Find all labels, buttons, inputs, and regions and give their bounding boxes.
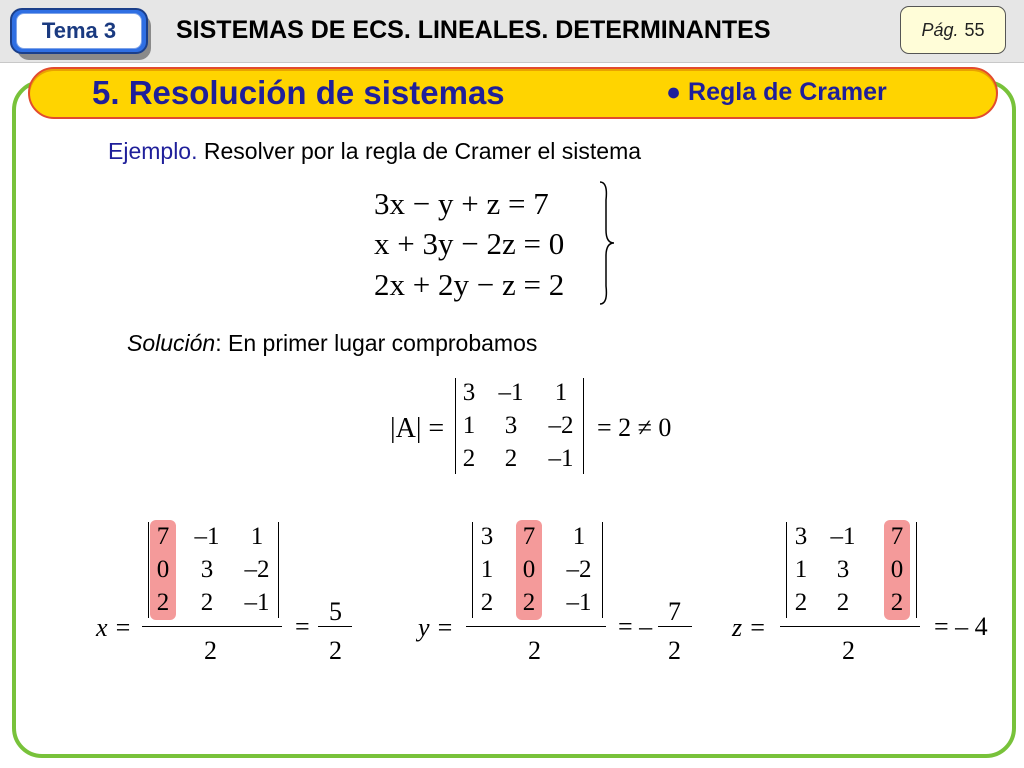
detY-cell: 1 <box>480 556 494 583</box>
detY-cell: –2 <box>566 556 592 583</box>
detX-cell: 2 <box>156 589 170 616</box>
detA-cell: 2 <box>504 445 518 472</box>
z-denominator: 2 <box>842 636 855 665</box>
z-label: z = <box>732 613 767 642</box>
detZ-cell: 3 <box>794 523 808 550</box>
detA-cell: 2 <box>462 445 476 472</box>
page-badge <box>900 6 1006 54</box>
detX-cell: 1 <box>250 523 264 550</box>
detY-cell: 7 <box>522 523 536 550</box>
detZ-cell: –1 <box>830 523 856 550</box>
y-denominator: 2 <box>528 636 541 665</box>
example-label: Ejemplo. <box>108 138 198 164</box>
detA-result: = 2 ≠ 0 <box>597 413 672 442</box>
z-result: = – 4 <box>934 612 988 641</box>
detX-cell: –1 <box>244 589 270 616</box>
dety-right-bar <box>602 522 603 618</box>
detA-cell: –1 <box>548 445 574 472</box>
section-title: 5. Resolución de sistemas <box>92 74 505 111</box>
example-line <box>108 138 641 165</box>
detZ-cell: 2 <box>836 589 850 616</box>
detA-cell: –1 <box>498 379 524 406</box>
detA-cell: 1 <box>462 412 476 439</box>
x-result-denominator: 2 <box>329 636 342 665</box>
y-equals: = – <box>618 612 653 641</box>
detZ-cell: 7 <box>890 523 904 550</box>
detA-cell: 3 <box>504 412 518 439</box>
chapter-title: SISTEMAS DE ECS. LINEALES. DETERMINANTES <box>176 16 771 44</box>
detY-cell: –1 <box>566 589 592 616</box>
detA-cell: 1 <box>554 379 568 406</box>
detZ-cell: 1 <box>794 556 808 583</box>
y-result-denominator: 2 <box>668 636 681 665</box>
x-result-line <box>318 626 352 627</box>
detY-cell: 1 <box>572 523 586 550</box>
detA-cell: –2 <box>548 412 574 439</box>
x-denominator: 2 <box>204 636 217 665</box>
detX-cell: –2 <box>244 556 270 583</box>
y-result-line <box>658 626 692 627</box>
system-brace-icon <box>592 180 622 306</box>
equation-1: 3x − y + z = 7 <box>374 186 549 221</box>
x-label: x = <box>96 613 132 642</box>
detX-cell: 2 <box>200 589 214 616</box>
equation-2: x + 3y − 2z = 0 <box>374 226 565 261</box>
detZ-cell: 2 <box>794 589 808 616</box>
detX-cell: 7 <box>156 523 170 550</box>
x-equals: = <box>295 612 310 641</box>
detA-cell: 3 <box>462 379 476 406</box>
detZ-cell: 2 <box>890 589 904 616</box>
solution-text: : En primer lugar comprobamos <box>215 330 538 356</box>
x-result-numerator: 5 <box>329 597 342 626</box>
solution-label: Solución <box>127 330 216 356</box>
detY-cell: 2 <box>480 589 494 616</box>
detA-right-bar <box>583 378 584 474</box>
z-fraction-line <box>780 626 920 627</box>
detY-cell: 3 <box>480 523 494 550</box>
y-label: y = <box>418 613 454 642</box>
detX-cell: 3 <box>200 556 214 583</box>
detA-label: |A| = <box>390 413 445 444</box>
page-number: 55 <box>964 19 985 40</box>
y-result-numerator: 7 <box>668 597 681 626</box>
page-label: Pág. <box>921 19 959 40</box>
section-subtitle: ● Regla de Cramer <box>666 78 887 106</box>
solution-line <box>127 330 537 357</box>
detX-cell: –1 <box>194 523 220 550</box>
tema-label[interactable]: Tema 3 <box>16 13 142 49</box>
detZ-cell: 3 <box>836 556 850 583</box>
y-fraction-line <box>466 626 606 627</box>
detY-cell: 2 <box>522 589 536 616</box>
detZ-cell: 0 <box>890 556 904 583</box>
example-text: Resolver por la regla de Cramer el sistema <box>203 138 642 164</box>
x-fraction-line <box>142 626 282 627</box>
detY-cell: 0 <box>522 556 536 583</box>
detX-cell: 0 <box>156 556 170 583</box>
equation-3: 2x + 2y − z = 2 <box>374 267 565 302</box>
